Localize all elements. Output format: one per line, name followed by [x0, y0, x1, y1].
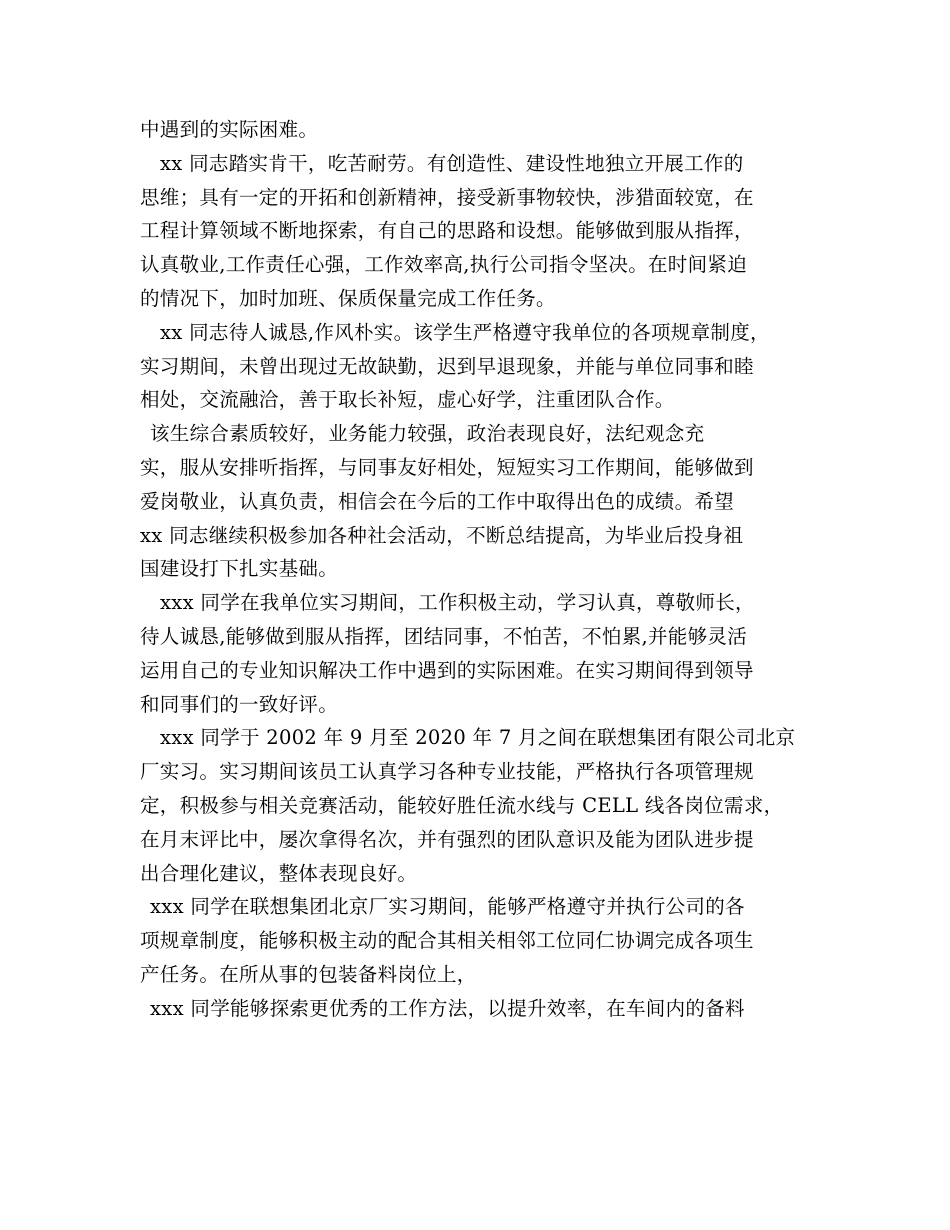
- text-line: 爱岗敬业，认真负责，相信会在今后的工作中取得出色的成绩。希望: [140, 489, 735, 513]
- text-line: 思维；具有一定的开拓和创新精神，接受新事物较快，涉猎面较宽，在: [140, 185, 754, 209]
- text-line: 定，积极参与相关竞赛活动，能较好胜任流水线与 CELL 线各岗位需求，: [140, 793, 784, 817]
- text-line: 出合理化建议，整体表现良好。: [140, 861, 418, 885]
- text-line: xxx 同学在联想集团北京厂实习期间，能够严格遵守并执行公司的各: [150, 895, 745, 919]
- text-line: 运用自己的专业知识解决工作中遇到的实际困难。在实习期间得到领导: [140, 658, 754, 682]
- text-line: 中遇到的实际困难。: [140, 118, 319, 141]
- text-line: xx 同志继续积极参加各种社会活动，不断总结提高，为毕业后投身祖: [140, 523, 744, 547]
- text-line: 该生综合素质较好，业务能力较强，政治表现良好，法纪观念充: [150, 422, 705, 446]
- document-body: [140, 113, 830, 1026]
- text-line: 产任务。在所从事的包装备料岗位上，: [140, 962, 477, 986]
- text-line: 相处，交流融洽，善于取长补短，虚心好学，注重团队合作。: [140, 388, 675, 412]
- text-line: xxx 同学能够探索更优秀的工作方法，以提升效率，在车间内的备料: [150, 996, 745, 1020]
- text-line: xxx 同学于 2002 年 9 月至 2020 年 7 月之间在联想集团有限公司北京: [160, 726, 796, 750]
- text-line: 厂实习。实习期间该员工认真学习各种专业技能，严格执行各项管理规: [140, 760, 754, 784]
- text-line: xxx 同学在我单位实习期间，工作积极主动，学习认真，尊敬师长，: [160, 591, 755, 615]
- text-line: 实，服从安排听指挥，与同事友好相处，短短实习工作期间，能够做到: [140, 455, 754, 479]
- text-line: 待人诚恳,能够做到服从指挥，团结同事，不怕苦，不怕累,并能够灵活: [140, 624, 747, 648]
- text-line: 国建设打下扎实基础。: [140, 557, 339, 581]
- text-line: 工程计算领域不断地探索，有自己的思路和设想。能够做到服从指挥，: [140, 219, 754, 243]
- text-line: 的情况下，加时加班、保质保量完成工作任务。: [140, 286, 556, 310]
- text-line: 实习期间，未曾出现过无故缺勤，迟到早退现象，并能与单位同事和睦: [140, 354, 754, 378]
- text-line: 在月末评比中，屡次拿得名次，并有强烈的团队意识及能为团队进步提: [140, 827, 754, 851]
- text-line: 和同事们的一致好评。: [140, 692, 339, 716]
- text-line: 项规章制度，能够积极主动的配合其相关相邻工位同仁协调完成各项生: [140, 929, 754, 953]
- text-line: 认真敬业,工作责任心强，工作效率高,执行公司指令坚决。在时间紧迫: [140, 253, 747, 277]
- text-line: xx 同志踏实肯干，吃苦耐劳。有创造性、建设性地独立开展工作的: [160, 151, 744, 175]
- text-line: xx 同志待人诚恳,作风朴实。该学生严格遵守我单位的各项规章制度，: [160, 320, 770, 344]
